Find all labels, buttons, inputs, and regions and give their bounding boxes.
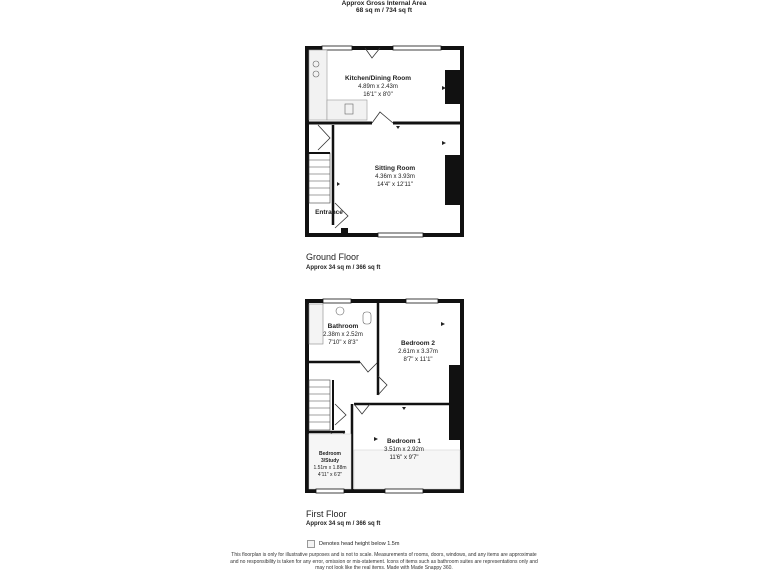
bedroom3-name-line1: Bedroom — [319, 451, 341, 457]
entrance-name: Entrance — [315, 209, 343, 216]
landing-cupboard-door-icon — [335, 404, 346, 425]
disclaimer — [210, 552, 558, 572]
bedroom1-door-icon — [354, 404, 370, 414]
sitting-room-imperial: 14'4" x 12'11" — [377, 182, 413, 188]
legend — [307, 540, 399, 548]
plan-title: Approx Gross Internal Area — [341, 0, 427, 7]
bedroom3-window — [316, 489, 344, 493]
bedroom2-imperial: 8'7" x 11'1" — [403, 357, 433, 363]
bedroom1-name: Bedroom 1 — [387, 438, 421, 445]
radiator-marker — [441, 322, 445, 326]
cupboard-door-icon — [318, 125, 330, 150]
bedroom1-metric: 3.51m x 2.92m — [384, 447, 424, 453]
radiator-marker — [402, 407, 406, 410]
ground-floor-area: Approx 34 sq m / 366 sq ft — [306, 265, 381, 271]
sitting-window — [378, 233, 423, 237]
radiator-marker — [337, 182, 340, 186]
first-floor-label: First Floor — [306, 509, 347, 519]
sitting-room-metric: 4.36m x 3.93m — [375, 174, 415, 180]
first-floor-chimney — [449, 365, 460, 440]
bedroom1-window — [385, 489, 423, 493]
kitchen-chimney — [445, 70, 460, 104]
sitting-chimney — [445, 155, 460, 205]
low-headroom-swatch — [307, 540, 315, 548]
bathroom-name: Bathroom — [327, 323, 359, 330]
kitchen-metric: 4.89m x 2.43m — [358, 84, 398, 90]
kitchen-door-icon — [372, 112, 393, 123]
first-floor-stairs — [309, 380, 330, 430]
legend-text: Denotes head height below 1.5m — [319, 541, 400, 547]
bathroom-window — [323, 299, 351, 303]
bedroom2-window — [406, 299, 438, 303]
kitchen-window-left — [322, 46, 352, 50]
kitchen-counter-lower — [327, 100, 367, 120]
kitchen-window-right — [393, 46, 441, 50]
ground-stairs — [309, 153, 330, 203]
radiator-marker — [442, 141, 446, 145]
sitting-room-name: Sitting Room — [374, 165, 416, 172]
bedroom2-metric: 2.61m x 3.37m — [398, 349, 438, 355]
bathroom-door-icon — [360, 362, 378, 372]
kitchen-name: Kitchen/Dining Room — [344, 75, 412, 82]
radiator-marker — [396, 126, 400, 129]
bedroom1-imperial: 11'6" x 9'7" — [389, 455, 419, 461]
first-floor-area: Approx 34 sq m / 366 sq ft — [306, 521, 381, 527]
bathroom-metric: 2.38m x 2.52m — [323, 332, 363, 338]
radiator-marker — [374, 437, 378, 441]
bedroom3-imperial: 4'11" x 6'2" — [317, 472, 343, 478]
ground-floor-label: Ground Floor — [306, 252, 360, 262]
disclaimer-line-3: may not look like the real items. Made with Made Snappy 360. — [315, 565, 453, 571]
disclaimer-line-2: and no responsibility is taken for any error, omission or mis-statement. Icons of items such as bathroom suites are representations only and — [230, 558, 538, 565]
toilet-icon — [363, 312, 371, 324]
bedroom3-name-line2: 3/Study — [320, 458, 340, 464]
bedroom2-door-icon — [378, 376, 387, 395]
kitchen-imperial: 16'1" x 8'0" — [363, 92, 393, 98]
bedroom2-name: Bedroom 2 — [401, 340, 435, 347]
disclaimer-line-1: This floorplan is only for illustrative purposes and is not to scale. Measurements of rooms, doors, windows, and any items are approximate — [231, 552, 537, 558]
basin-icon — [336, 307, 344, 315]
kitchen-counter — [309, 50, 327, 120]
entrance-post — [341, 228, 348, 234]
plan-total-area: 68 sq m / 734 sq ft — [356, 7, 412, 14]
bath-icon — [309, 304, 323, 344]
bedroom3-metric: 1.51m x 1.88m — [313, 465, 347, 471]
bathroom-imperial: 7'10" x 8'3" — [328, 340, 358, 346]
